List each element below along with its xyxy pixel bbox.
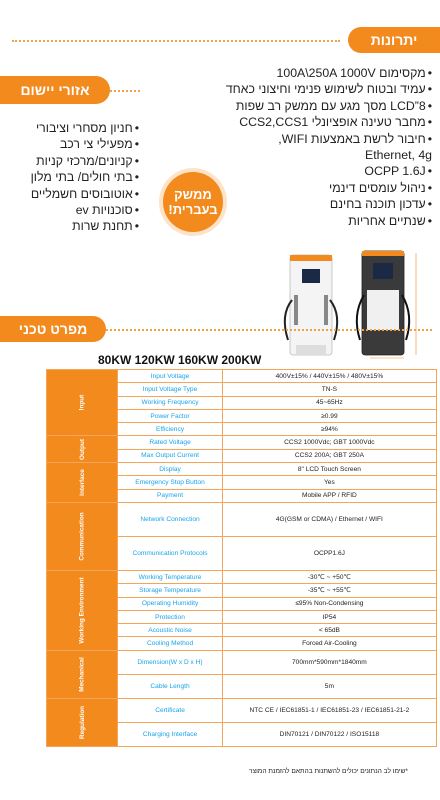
spec-label: Charging Interface: [118, 722, 223, 746]
spec-label: Working Temperature: [118, 570, 223, 583]
spec-value: 45~65Hz: [222, 396, 436, 409]
table-row: [47, 698, 437, 722]
spec-label: Communication Protocols: [118, 536, 223, 570]
spec-label: Dimension(W x D x H): [118, 650, 223, 674]
spec-value: IP54: [222, 610, 436, 623]
table-row: [47, 370, 437, 383]
list-item: • סוכנויות ev: [14, 202, 139, 218]
spec-label: Max Output Current: [118, 449, 223, 462]
spec-title: מפרט טכני: [0, 316, 106, 342]
spec-label: Efficiency: [118, 423, 223, 436]
list-item: • מקסימום 100A\250A 1000V: [177, 65, 432, 81]
list-item: • חניון מסחרי וציבורי: [14, 120, 139, 136]
spec-table: [46, 369, 437, 747]
areas-title: אזורי יישום: [0, 76, 110, 104]
white-charger-illustration: [285, 255, 337, 355]
badge-line-2: בעברית!: [168, 202, 218, 217]
group-label: Working Environment: [47, 570, 118, 650]
list-item: • חיבור לרשת באמצעות WIFI,: [177, 131, 432, 147]
spec-label: Emergency Stop Button: [118, 476, 223, 489]
spec-value: 5m: [222, 674, 436, 698]
group-label: Mechanical: [47, 650, 118, 698]
spec-label: Cable Length: [118, 674, 223, 698]
spec-label: Power Factor: [118, 409, 223, 422]
spec-label: Rated Voltage: [118, 436, 223, 449]
table-row: [47, 436, 437, 449]
spec-value: -30℃ ~ +50℃: [222, 570, 436, 583]
list-item: • קניונים/מרכזי קניות: [14, 153, 139, 169]
spec-value: ≥0.99: [222, 409, 436, 422]
spec-label: Operating Humidity: [118, 597, 223, 610]
list-item: • מחבר טעינה אופציונלי CCS2,CCS1: [177, 114, 432, 130]
spec-label: Input Voltage: [118, 370, 223, 383]
table-row: [47, 570, 437, 583]
spec-value: 700mm*590mm*1840mm: [222, 650, 436, 674]
table-row: [47, 463, 437, 476]
spec-label: Network Connection: [118, 502, 223, 536]
spec-value: CCS2 1000Vdc; GBT 1000Vdc: [222, 436, 436, 449]
spec-label: Working Frequency: [118, 396, 223, 409]
list-item: • עמיד ובטוח לשימוש פנימי וחיצוני כאחד: [177, 81, 432, 97]
spec-value: ≥94%: [222, 423, 436, 436]
spec-value: -35℃ ~ +55℃: [222, 584, 436, 597]
badge-line-1: ממשק: [174, 187, 212, 202]
spec-value: DIN70121 / DIN70122 / ISO15118: [222, 722, 436, 746]
list-item: • שנתיים אחריות: [177, 213, 432, 229]
spec-value: 400V±15% / 440V±15% / 480V±15%: [222, 370, 436, 383]
spec-value: OCPP1.6J: [222, 536, 436, 570]
divider: [110, 90, 140, 92]
footnote: *שימו לב הנתונים יכולים להשתנות בהתאם להזמנת המוצר: [248, 768, 408, 775]
divider: [12, 40, 340, 42]
spec-label: Payment: [118, 489, 223, 502]
divider: [106, 329, 432, 331]
table-row: [47, 650, 437, 674]
chargers-product-image: [270, 245, 435, 360]
spec-value: 8" LCD Touch Screen: [222, 463, 436, 476]
spec-value: ≤95% Non-Condensing: [222, 597, 436, 610]
spec-label: Acoustic Noise: [118, 624, 223, 637]
spec-value: CCS2 200A; GBT 250A: [222, 449, 436, 462]
group-label: Output: [47, 436, 118, 463]
spec-value: Forced Air-Cooling: [222, 637, 436, 650]
list-item: • עדכון תוכנה בחינם: [177, 196, 432, 212]
areas-list: [14, 120, 139, 235]
list-item: • מפעילי צי רכב: [14, 136, 139, 152]
table-row: [47, 502, 437, 536]
list-item: • תחנת שרות: [14, 218, 139, 234]
list-item: • ניהול עומסים דינמי: [177, 180, 432, 196]
spec-value: Yes: [222, 476, 436, 489]
spec-value: TN-S: [222, 383, 436, 396]
spec-value: NTC CE / IEC61851-1 / IEC61851-23 / IEC61851-21-2: [222, 698, 436, 722]
list-item: Ethernet, 4g: [365, 148, 432, 163]
group-label: Communication: [47, 502, 118, 570]
spec-label: Cooling Method: [118, 637, 223, 650]
spec-label: Certificate: [118, 698, 223, 722]
group-label: Regulation: [47, 698, 118, 746]
hebrew-interface-badge: [163, 172, 223, 232]
advantages-title: יתרונות: [348, 27, 440, 53]
spec-label: Input Voltage Type: [118, 383, 223, 396]
list-item: • LCD”8 מסך מגע עם ממשק רב שפות: [177, 98, 432, 114]
spec-value: < 65dB: [222, 624, 436, 637]
group-label: Input: [47, 370, 118, 436]
group-label: Interface: [47, 463, 118, 503]
spec-value: Mobile APP / RFID: [222, 489, 436, 502]
models-heading: 80KW 120KW 160KW 200KW: [98, 353, 262, 367]
spec-value: 4G(GSM or CDMA) / Ethernet / WIFI: [222, 502, 436, 536]
spec-label: Storage Temperature: [118, 584, 223, 597]
spec-label: Protection: [118, 610, 223, 623]
dark-charger-illustration: [357, 251, 416, 358]
list-item: • OCPP 1.6J: [177, 163, 432, 179]
spec-label: Display: [118, 463, 223, 476]
list-item: • בתי חולים/ בתי מלון: [14, 169, 139, 185]
list-item: • אוטובוסים חשמליים: [14, 186, 139, 202]
